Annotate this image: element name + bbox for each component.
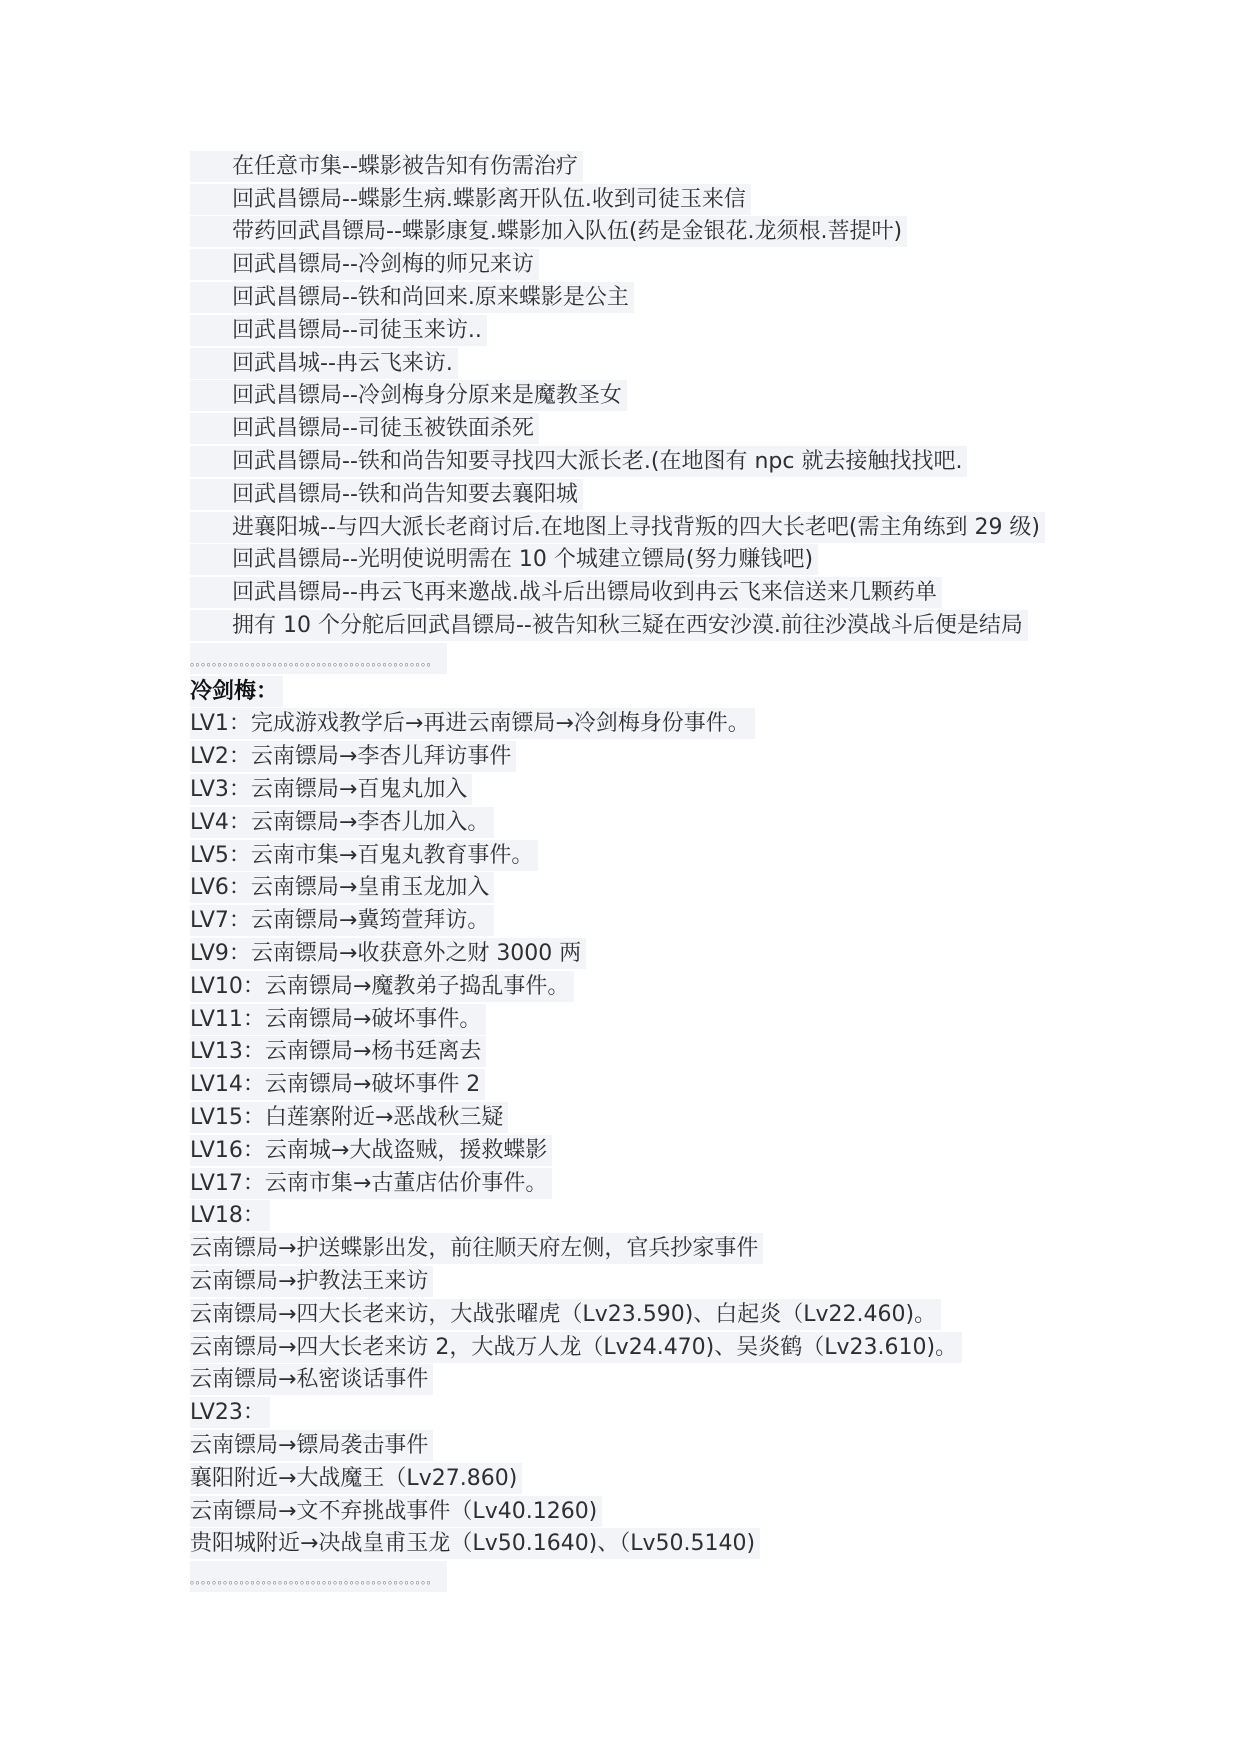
level-event-text: LV10：云南镖局→魔教弟子捣乱事件。	[190, 971, 574, 1002]
section-separator	[190, 642, 1190, 675]
level-event	[190, 1036, 1190, 1069]
quest-step-text: 带药回武昌镖局--蝶影康复.蝶影加入队伍(药是金银花.龙须根.菩提叶)	[190, 216, 907, 247]
level-event-text: LV14：云南镖局→破坏事件 2	[190, 1069, 485, 1100]
quest-step	[190, 445, 1190, 478]
level-event	[190, 1331, 1190, 1364]
quest-step-text: 回武昌镖局--铁和尚告知要去襄阳城	[190, 479, 583, 510]
level-event	[190, 740, 1190, 773]
quest-step	[190, 478, 1190, 511]
quest-step-text: 回武昌镖局--冉云飞再来邀战.战斗后出镖局收到冉云飞来信送来几颗药单	[190, 577, 942, 608]
level-event-text: 贵阳城附近→决战皇甫玉龙（Lv50.1640)、（Lv50.5140)	[190, 1528, 760, 1559]
level-event-text: LV13：云南镖局→杨书廷离去	[190, 1036, 486, 1067]
level-event	[190, 1495, 1190, 1528]
level-event	[190, 1429, 1190, 1462]
level-event	[190, 806, 1190, 839]
quest-step-text: 回武昌城--冉云飞来访.	[190, 348, 458, 379]
level-event	[190, 872, 1190, 905]
level-event-text: LV17：云南市集→古董店估价事件。	[190, 1168, 552, 1199]
level-event	[190, 1265, 1190, 1298]
level-event-text: 云南镖局→四大长老来访 2，大战万人龙（Lv24.470)、吴炎鹤（Lv23.610)。	[190, 1332, 962, 1363]
quest-step	[190, 576, 1190, 609]
level-event	[190, 1298, 1190, 1331]
document-body	[190, 150, 1190, 1593]
level-event-text: 云南镖局→私密谈话事件	[190, 1364, 433, 1395]
quest-step-text: 回武昌镖局--蝶影生病.蝶影离开队伍.收到司徒玉来信	[190, 184, 751, 215]
quest-step-text: 回武昌镖局--光明使说明需在 10 个城建立镖局(努力赚钱吧)	[190, 544, 818, 575]
quest-step	[190, 380, 1190, 413]
level-header	[190, 1200, 1190, 1233]
level-event	[190, 904, 1190, 937]
level-event-text: LV1：完成游戏教学后→再进云南镖局→冷剑梅身份事件。	[190, 708, 755, 739]
level-event	[190, 708, 1190, 741]
quest-step	[190, 412, 1190, 445]
quest-step	[190, 609, 1190, 642]
quest-step	[190, 248, 1190, 281]
level-event-text: 云南镖局→护送蝶影出发，前往顺天府左侧，官兵抄家事件	[190, 1233, 763, 1264]
level-event	[190, 1232, 1190, 1265]
dotted-divider: 。。。。。。。。。。。。。。。。。。。。。。。。。。。。。。。。。。。。。。。。。。。。	[190, 643, 447, 674]
level-event	[190, 1003, 1190, 1036]
level-event	[190, 1068, 1190, 1101]
quest-step	[190, 347, 1190, 380]
section-separator	[190, 1560, 1190, 1593]
level-event-text: LV5：云南市集→百鬼丸教育事件。	[190, 840, 538, 871]
quest-step-text: 回武昌镖局--冷剑梅的师兄来访	[190, 249, 539, 280]
level-header-text: LV18：	[190, 1200, 270, 1231]
quest-step	[190, 314, 1190, 347]
level-event	[190, 1363, 1190, 1396]
quest-step-text: 回武昌镖局--司徒玉被铁面杀死	[190, 413, 539, 444]
quest-step-text: 回武昌镖局--铁和尚回来.原来蝶影是公主	[190, 282, 634, 313]
level-header-text: LV23：	[190, 1397, 270, 1428]
quest-step-text: 回武昌镖局--铁和尚告知要寻找四大派长老.(在地图有 npc 就去接触找找吧.	[190, 446, 967, 477]
quest-step	[190, 216, 1190, 249]
quest-step-text: 拥有 10 个分舵后回武昌镖局--被告知秋三疑在西安沙漠.前往沙漠战斗后便是结局	[190, 610, 1028, 641]
quest-step-text: 回武昌镖局--冷剑梅身分原来是魔教圣女	[190, 380, 627, 411]
level-header	[190, 1396, 1190, 1429]
dotted-divider: 。。。。。。。。。。。。。。。。。。。。。。。。。。。。。。。。。。。。。。。。。。。。	[190, 1561, 447, 1592]
quest-step	[190, 150, 1190, 183]
level-event-text: LV11：云南镖局→破坏事件。	[190, 1004, 486, 1035]
quest-step-text: 在任意市集--蝶影被告知有伤需治疗	[190, 151, 583, 182]
level-event-text: LV7：云南镖局→冀筠萱拜访。	[190, 905, 494, 936]
level-event-text: LV3：云南镖局→百鬼丸加入	[190, 774, 472, 805]
level-event	[190, 1462, 1190, 1495]
level-event	[190, 970, 1190, 1003]
level-event-text: 云南镖局→镖局袭击事件	[190, 1430, 433, 1461]
level-event-text: 云南镖局→护教法王来访	[190, 1266, 433, 1297]
quest-step-text: 进襄阳城--与四大派长老商讨后.在地图上寻找背叛的四大长老吧(需主角练到 29 级)	[190, 512, 1045, 543]
level-event	[190, 1134, 1190, 1167]
level-event-text: LV4：云南镖局→李杏儿加入。	[190, 807, 494, 838]
quest-step	[190, 511, 1190, 544]
level-event	[190, 1101, 1190, 1134]
quest-step	[190, 544, 1190, 577]
section-heading	[190, 675, 1190, 708]
level-event-text: 云南镖局→文不弃挑战事件（Lv40.1260)	[190, 1496, 602, 1527]
quest-step	[190, 183, 1190, 216]
level-event-text: LV2：云南镖局→李杏儿拜访事件	[190, 741, 516, 772]
level-event	[190, 773, 1190, 806]
level-event-text: LV9：云南镖局→收获意外之财 3000 两	[190, 938, 586, 969]
quest-step	[190, 281, 1190, 314]
level-event-text: LV6：云南镖局→皇甫玉龙加入	[190, 872, 494, 903]
level-event-text: 云南镖局→四大长老来访，大战张曜虎（Lv23.590)、白起炎（Lv22.460)。	[190, 1299, 941, 1330]
level-event	[190, 1527, 1190, 1560]
level-event-text: LV16：云南城→大战盗贼，援救蝶影	[190, 1135, 552, 1166]
level-event	[190, 839, 1190, 872]
character-heading: 冷剑梅：	[190, 676, 283, 707]
quest-step-text: 回武昌镖局--司徒玉来访..	[190, 315, 487, 346]
level-event	[190, 937, 1190, 970]
level-event-text: 襄阳附近→大战魔王（Lv27.860)	[190, 1463, 522, 1494]
level-event-text: LV15：白莲寨附近→恶战秋三疑	[190, 1102, 508, 1133]
level-event	[190, 1167, 1190, 1200]
